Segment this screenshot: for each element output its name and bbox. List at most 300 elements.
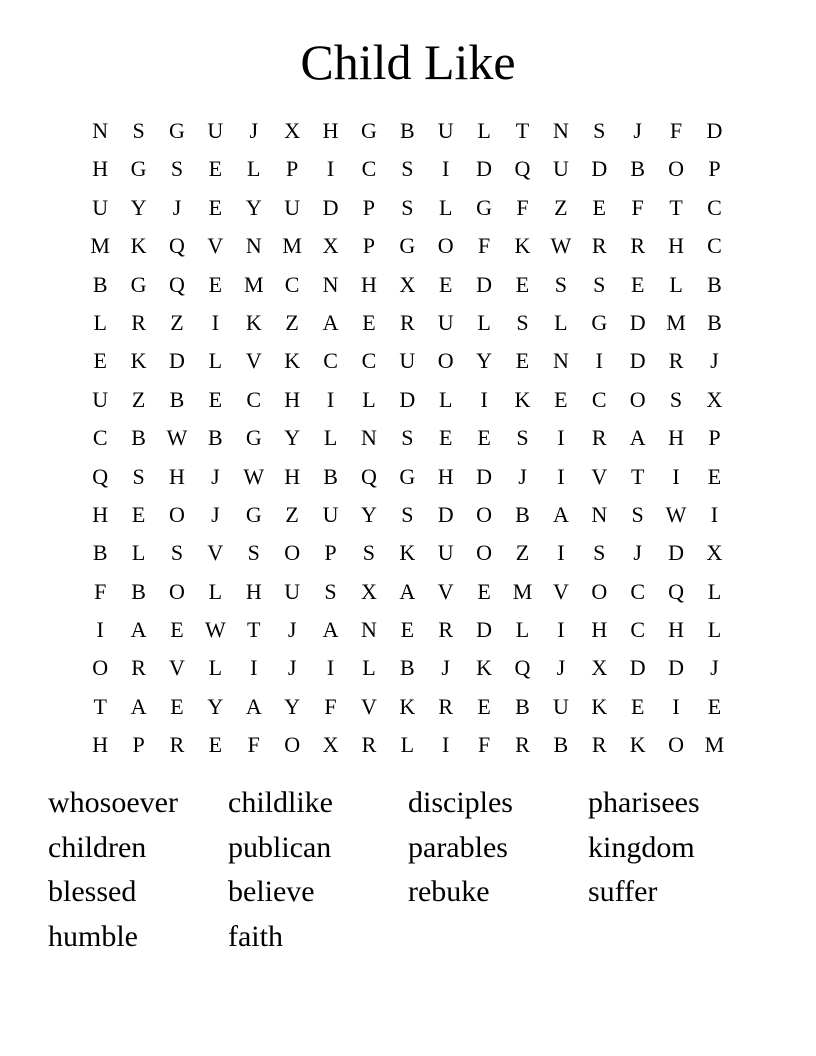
grid-letter: J bbox=[710, 348, 719, 374]
grid-letter: S bbox=[401, 501, 414, 527]
grid-letter: T bbox=[630, 463, 645, 489]
grid-letter: Y bbox=[284, 425, 301, 451]
grid-letter: S bbox=[170, 156, 184, 182]
grid-letter: Z bbox=[285, 309, 299, 335]
grid-letter: G bbox=[360, 118, 377, 143]
grid-letter: I bbox=[442, 156, 450, 182]
grid-letter: W bbox=[243, 463, 265, 489]
grid-letter: Q bbox=[514, 156, 531, 182]
grid-letter: Y bbox=[207, 693, 224, 719]
grid-letter: U bbox=[207, 118, 224, 143]
grid-letter: U bbox=[552, 693, 569, 719]
grid-letter: K bbox=[591, 693, 608, 719]
grid-letter: E bbox=[93, 348, 107, 374]
grid-letter: X bbox=[591, 655, 608, 681]
grid-letter: D bbox=[668, 655, 684, 681]
grid-letter: E bbox=[208, 271, 223, 297]
grid-letter: Z bbox=[285, 501, 299, 527]
word-list-item: blessed bbox=[48, 875, 137, 908]
grid-letter: J bbox=[441, 655, 450, 681]
grid-letter: H bbox=[245, 578, 262, 604]
grid-letter: X bbox=[706, 540, 723, 566]
grid-letter: U bbox=[322, 501, 339, 527]
grid-letter: C bbox=[630, 578, 645, 604]
grid-letter: C bbox=[246, 386, 262, 412]
grid-letter: W bbox=[204, 617, 226, 643]
grid-letter: O bbox=[92, 655, 109, 681]
page-title: Child Like bbox=[300, 34, 516, 90]
word-list-item: parables bbox=[408, 830, 508, 864]
grid-letter: U bbox=[92, 386, 109, 412]
grid-letter: H bbox=[322, 118, 339, 143]
grid-letter: K bbox=[399, 693, 416, 719]
grid-letter: C bbox=[707, 194, 722, 220]
grid-letter: H bbox=[668, 233, 684, 259]
grid-letter: S bbox=[132, 118, 145, 143]
grid-letter: E bbox=[438, 425, 453, 451]
grid-letter: X bbox=[706, 386, 723, 412]
grid-letter: F bbox=[477, 233, 491, 259]
grid-letter: Y bbox=[476, 348, 493, 374]
grid-letter: E bbox=[554, 386, 568, 412]
grid-letter: S bbox=[554, 271, 567, 297]
grid-letter: Q bbox=[169, 233, 185, 259]
grid-letter: B bbox=[630, 156, 645, 182]
grid-letter: O bbox=[284, 540, 301, 566]
grid-letter: V bbox=[207, 540, 224, 566]
grid-letter: U bbox=[552, 156, 569, 182]
grid-letter: E bbox=[208, 156, 223, 182]
grid-letter: L bbox=[208, 578, 223, 604]
word-list-item: faith bbox=[228, 919, 283, 953]
grid-letter: H bbox=[169, 463, 185, 489]
grid-letter: J bbox=[633, 118, 642, 143]
grid-letter: S bbox=[516, 425, 529, 451]
grid-letter: D bbox=[322, 194, 339, 220]
grid-letter: E bbox=[477, 425, 491, 451]
grid-letter: E bbox=[362, 309, 376, 335]
grid-letter: R bbox=[438, 693, 454, 719]
grid-letter: W bbox=[665, 501, 687, 527]
word-list-item: rebuke bbox=[408, 875, 490, 908]
grid-letter: B bbox=[169, 386, 185, 412]
grid-letter: L bbox=[707, 617, 722, 643]
grid-letter: N bbox=[92, 118, 109, 143]
grid-letter: E bbox=[630, 693, 645, 719]
grid-letter: K bbox=[514, 386, 531, 412]
grid-letter: L bbox=[362, 386, 376, 412]
grid-letter: I bbox=[595, 348, 603, 374]
grid-letter: Q bbox=[92, 463, 109, 489]
grid-letter: C bbox=[92, 425, 108, 451]
grid-letter: L bbox=[400, 732, 415, 758]
grid-letter: A bbox=[322, 309, 339, 335]
grid-letter: G bbox=[399, 233, 416, 259]
grid-letter: K bbox=[245, 309, 262, 335]
grid-letter: G bbox=[245, 501, 262, 527]
word-list-item: kingdom bbox=[588, 830, 695, 864]
grid-letter: G bbox=[399, 463, 416, 489]
grid-letter: Z bbox=[554, 194, 568, 220]
grid-letter: L bbox=[515, 617, 530, 643]
grid-letter: J bbox=[211, 501, 220, 527]
grid-letter: I bbox=[557, 425, 565, 451]
grid-letter: E bbox=[477, 693, 491, 719]
grid-letter: B bbox=[399, 118, 415, 143]
grid-letter: S bbox=[401, 156, 414, 182]
grid-letter: O bbox=[668, 156, 684, 182]
grid-letter: I bbox=[557, 540, 565, 566]
grid-letter: K bbox=[284, 348, 301, 374]
grid-letter: Z bbox=[170, 309, 184, 335]
grid-letter: I bbox=[326, 655, 335, 681]
grid-letter: J bbox=[211, 463, 220, 489]
grid-letter: L bbox=[93, 309, 107, 335]
grid-letter: N bbox=[360, 617, 377, 643]
grid-letter: S bbox=[593, 118, 606, 143]
grid-letter: S bbox=[593, 540, 606, 566]
grid-letter: K bbox=[130, 348, 147, 374]
grid-letter: I bbox=[442, 732, 450, 758]
grid-letter: V bbox=[207, 233, 224, 259]
grid-letter: T bbox=[247, 617, 261, 643]
grid-letter: B bbox=[92, 271, 108, 297]
grid-letter: S bbox=[247, 540, 260, 566]
grid-letter: B bbox=[131, 578, 146, 604]
grid-letter: P bbox=[362, 194, 376, 220]
grid-letter: P bbox=[132, 732, 145, 758]
grid-letter: B bbox=[131, 425, 146, 451]
grid-letter: R bbox=[438, 617, 454, 643]
grid-letter: G bbox=[591, 309, 608, 335]
grid-letter: E bbox=[208, 732, 223, 758]
grid-letter: L bbox=[477, 309, 491, 335]
grid-letter: U bbox=[92, 194, 109, 220]
grid-letter: H bbox=[284, 386, 301, 412]
grid-letter: L bbox=[554, 309, 568, 335]
grid-letter: U bbox=[399, 348, 416, 374]
grid-letter: V bbox=[245, 348, 262, 374]
grid-letter: J bbox=[633, 540, 642, 566]
grid-letter: E bbox=[707, 463, 722, 489]
grid-letter: Y bbox=[360, 501, 377, 527]
grid-letter: B bbox=[553, 732, 569, 758]
grid-letter: Y bbox=[245, 194, 262, 220]
grid-letter: I bbox=[557, 617, 565, 643]
grid-letter: J bbox=[287, 617, 297, 643]
grid-letter: V bbox=[591, 463, 608, 489]
grid-letter: E bbox=[438, 271, 453, 297]
grid-letter: R bbox=[131, 655, 146, 681]
grid-letter: E bbox=[400, 617, 415, 643]
grid-letter: T bbox=[93, 693, 107, 719]
grid-letter: U bbox=[437, 118, 454, 143]
grid-letter: F bbox=[324, 693, 337, 719]
grid-letter: V bbox=[437, 578, 454, 604]
grid-letter: E bbox=[477, 578, 491, 604]
grid-letter: U bbox=[437, 309, 454, 335]
grid-letter: A bbox=[399, 578, 416, 604]
grid-letter: R bbox=[668, 348, 684, 374]
grid-letter: O bbox=[169, 501, 185, 527]
grid-letter: I bbox=[326, 386, 335, 412]
grid-letter: L bbox=[669, 271, 683, 297]
grid-letter: D bbox=[169, 348, 185, 374]
grid-letter: F bbox=[247, 732, 260, 758]
grid-letter: F bbox=[516, 194, 529, 220]
grid-letter: L bbox=[707, 578, 722, 604]
grid-letter: O bbox=[668, 732, 684, 758]
grid-letter: I bbox=[326, 156, 335, 182]
grid-letter: H bbox=[437, 463, 454, 489]
grid-letter: A bbox=[629, 425, 646, 451]
grid-letter: L bbox=[438, 194, 453, 220]
grid-letter: H bbox=[668, 617, 684, 643]
grid-letter: K bbox=[130, 233, 147, 259]
grid-letter: M bbox=[666, 309, 686, 335]
grid-letter: B bbox=[92, 540, 108, 566]
grid-letter: H bbox=[668, 425, 684, 451]
grid-letter: Y bbox=[284, 693, 301, 719]
grid-letter: F bbox=[94, 578, 107, 604]
grid-letter: A bbox=[322, 617, 339, 643]
grid-letter: F bbox=[477, 732, 491, 758]
grid-letter: X bbox=[322, 233, 339, 259]
grid-letter: C bbox=[284, 271, 300, 297]
grid-letter: B bbox=[323, 463, 338, 489]
grid-letter: L bbox=[131, 540, 146, 566]
grid-letter: E bbox=[630, 271, 645, 297]
grid-letter: O bbox=[437, 348, 454, 374]
grid-letter: B bbox=[515, 693, 530, 719]
grid-letter: R bbox=[591, 425, 607, 451]
grid-letter: M bbox=[704, 732, 725, 758]
grid-letter: J bbox=[249, 118, 259, 143]
grid-letter: M bbox=[90, 233, 110, 259]
grid-letter: L bbox=[208, 655, 223, 681]
word-list-item: humble bbox=[48, 919, 138, 953]
grid-letter: D bbox=[476, 156, 493, 182]
grid-letter: R bbox=[131, 309, 146, 335]
grid-letter: K bbox=[514, 233, 531, 259]
grid-letter: Q bbox=[668, 578, 684, 604]
grid-letter: O bbox=[476, 540, 493, 566]
grid-letter: B bbox=[399, 655, 415, 681]
grid-letter: I bbox=[96, 617, 104, 643]
grid-letter: R bbox=[361, 732, 377, 758]
grid-letter: S bbox=[401, 425, 414, 451]
grid-letter: L bbox=[438, 386, 453, 412]
grid-letter: N bbox=[245, 233, 262, 259]
grid-letter: E bbox=[131, 501, 146, 527]
grid-letter: S bbox=[401, 194, 414, 220]
grid-letter: X bbox=[399, 271, 416, 297]
grid-letter: I bbox=[672, 693, 680, 719]
grid-letter: H bbox=[92, 501, 109, 527]
grid-letter: G bbox=[245, 425, 262, 451]
grid-letter: L bbox=[208, 348, 223, 374]
grid-letter: A bbox=[245, 693, 262, 719]
grid-letter: Q bbox=[360, 463, 377, 489]
word-list-item: disciples bbox=[408, 786, 513, 819]
word-list-item: believe bbox=[228, 875, 315, 908]
grid-letter: R bbox=[169, 732, 185, 758]
grid-letter: E bbox=[515, 348, 530, 374]
grid-letter: M bbox=[282, 233, 302, 259]
grid-letter: S bbox=[324, 578, 337, 604]
grid-letter: K bbox=[399, 540, 416, 566]
grid-letter: J bbox=[172, 194, 182, 220]
grid-letter: L bbox=[477, 118, 491, 143]
grid-letter: R bbox=[591, 732, 607, 758]
grid-letter: I bbox=[480, 386, 488, 412]
grid-letter: A bbox=[130, 617, 147, 643]
word-list-item: suffer bbox=[588, 875, 658, 908]
grid-letter: P bbox=[708, 425, 721, 451]
grid-letter: P bbox=[708, 156, 721, 182]
grid-letter: O bbox=[169, 578, 185, 604]
grid-letter: D bbox=[668, 540, 684, 566]
grid-letter: T bbox=[669, 194, 683, 220]
grid-letter: C bbox=[361, 348, 377, 374]
grid-letter: D bbox=[629, 309, 646, 335]
grid-letter: E bbox=[515, 271, 530, 297]
grid-letter: O bbox=[591, 578, 608, 604]
grid-letter: E bbox=[208, 194, 223, 220]
grid-letter: E bbox=[170, 693, 184, 719]
grid-letter: S bbox=[170, 540, 184, 566]
grid-letter: N bbox=[360, 425, 377, 451]
grid-letter: Q bbox=[514, 655, 531, 681]
word-list-item: pharisees bbox=[588, 786, 700, 819]
grid-letter: I bbox=[211, 309, 220, 335]
grid-letter: C bbox=[361, 156, 377, 182]
grid-letter: D bbox=[629, 348, 646, 374]
grid-letter: G bbox=[130, 271, 147, 297]
grid-letter: J bbox=[518, 463, 527, 489]
grid-letter: D bbox=[476, 617, 493, 643]
grid-letter: L bbox=[247, 156, 261, 182]
grid-letter: E bbox=[170, 617, 184, 643]
grid-letter: F bbox=[669, 118, 683, 143]
grid-letter: A bbox=[130, 693, 147, 719]
grid-letter: R bbox=[515, 732, 530, 758]
grid-letter: J bbox=[710, 655, 719, 681]
grid-letter: H bbox=[360, 271, 377, 297]
grid-letter: N bbox=[591, 501, 608, 527]
grid-letter: B bbox=[208, 425, 223, 451]
grid-letter: Z bbox=[515, 540, 530, 566]
grid-letter: O bbox=[437, 233, 454, 259]
grid-letter: S bbox=[593, 271, 606, 297]
grid-letter: F bbox=[631, 194, 644, 220]
grid-letter: D bbox=[437, 501, 454, 527]
grid-letter: G bbox=[130, 156, 147, 182]
grid-letter: N bbox=[552, 348, 569, 374]
grid-letter: D bbox=[476, 271, 493, 297]
grid-letter: V bbox=[169, 655, 185, 681]
grid-letter: D bbox=[476, 463, 493, 489]
grid-letter: J bbox=[556, 655, 566, 681]
grid-letter: Z bbox=[131, 386, 146, 412]
word-list-item: children bbox=[48, 830, 147, 864]
grid-letter: K bbox=[476, 655, 493, 681]
grid-letter: G bbox=[169, 118, 185, 143]
grid-letter: U bbox=[437, 540, 454, 566]
grid-letter: I bbox=[672, 463, 680, 489]
grid-letter: I bbox=[250, 655, 258, 681]
grid-letter: B bbox=[707, 271, 722, 297]
grid-letter: P bbox=[286, 156, 299, 182]
grid-letter: C bbox=[707, 233, 722, 259]
grid-letter: N bbox=[322, 271, 339, 297]
grid-letter: W bbox=[166, 425, 188, 451]
grid-letter: O bbox=[284, 732, 301, 758]
grid-letter: I bbox=[710, 501, 719, 527]
grid-letter: Q bbox=[169, 271, 185, 297]
grid-letter: U bbox=[284, 194, 301, 220]
grid-letter: C bbox=[323, 348, 338, 374]
grid-letter: R bbox=[591, 233, 607, 259]
grid-letter: L bbox=[362, 655, 376, 681]
grid-letter: A bbox=[552, 501, 569, 527]
grid-letter: B bbox=[515, 501, 530, 527]
word-list bbox=[48, 781, 768, 959]
grid-letter: E bbox=[208, 386, 223, 412]
grid-letter: H bbox=[284, 463, 301, 489]
grid-letter: J bbox=[287, 655, 297, 681]
grid-letter: Y bbox=[130, 194, 147, 220]
grid-letter: C bbox=[591, 386, 607, 412]
grid-letter: N bbox=[552, 118, 569, 143]
grid-letter: E bbox=[592, 194, 606, 220]
grid-letter: G bbox=[476, 194, 493, 220]
grid-letter: S bbox=[631, 501, 644, 527]
grid-letter: O bbox=[629, 386, 646, 412]
grid-letter: S bbox=[362, 540, 376, 566]
grid-letter: X bbox=[322, 732, 339, 758]
grid-letter: D bbox=[706, 118, 723, 143]
grid-letter: L bbox=[323, 425, 338, 451]
grid-letter: R bbox=[630, 233, 645, 259]
grid-letter: E bbox=[707, 693, 722, 719]
grid-letter: M bbox=[243, 271, 264, 297]
word-list-item: publican bbox=[228, 830, 332, 864]
word-list-item: childlike bbox=[228, 786, 333, 819]
grid-letter: X bbox=[360, 578, 377, 604]
grid-letter: T bbox=[515, 118, 530, 143]
grid-letter: D bbox=[629, 655, 646, 681]
grid-letter: W bbox=[550, 233, 572, 259]
grid-letter: M bbox=[512, 578, 533, 604]
grid-letter: U bbox=[284, 578, 301, 604]
grid-letter: P bbox=[324, 540, 337, 566]
word-list-item: whosoever bbox=[48, 786, 178, 819]
grid-letter: D bbox=[399, 386, 416, 412]
grid-letter: O bbox=[476, 501, 493, 527]
grid-letter: D bbox=[591, 156, 608, 182]
grid-letter: H bbox=[591, 617, 608, 643]
grid-letter: B bbox=[707, 309, 722, 335]
grid-letter: S bbox=[132, 463, 145, 489]
letter-grid bbox=[81, 112, 734, 765]
grid-letter: V bbox=[552, 578, 569, 604]
grid-letter: S bbox=[669, 386, 683, 412]
grid-letter: P bbox=[362, 233, 376, 259]
grid-letter: I bbox=[557, 463, 565, 489]
grid-letter: R bbox=[399, 309, 415, 335]
grid-letter: X bbox=[284, 118, 301, 143]
